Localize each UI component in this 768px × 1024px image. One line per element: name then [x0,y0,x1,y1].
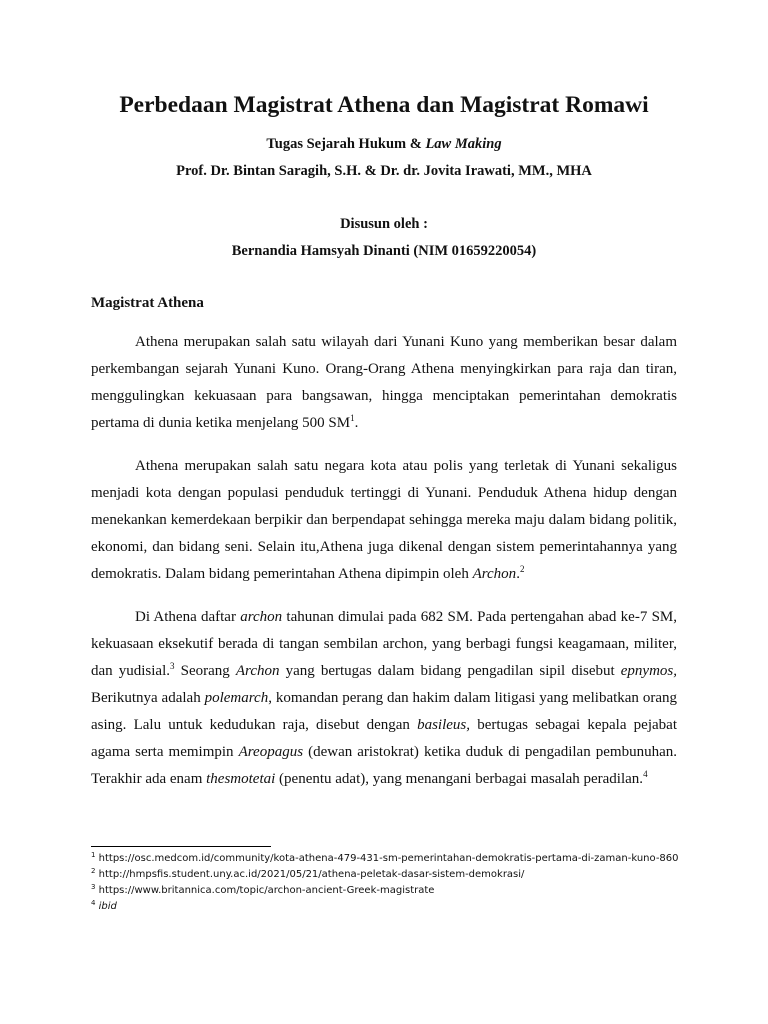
student-name: Bernandia Hamsyah Dinanti (NIM 01659220054) [231,243,537,259]
footnote-number: 3 [91,883,96,891]
assignment-subtitle [0,134,768,154]
footnote-3 [91,883,686,899]
body-text [91,329,677,809]
prepared-by-label: Disusun oleh : [340,216,428,232]
p3-basileus: basileus, [417,717,470,733]
footnote-ref-1[interactable]: 1 [350,413,355,423]
footnote-number: 4 [91,899,96,907]
p3-t2: tahunan dimulai pada 682 SM. Pada pertengahan abad ke-7 SM, kekuasaan eksekutif berada di tangan sembilan archon, yang berbagi fungsi keagamaan, militer, dan yudisial. [91,609,678,679]
footnote-number: 1 [91,851,96,859]
footnote-link[interactable]: https://osc.medcom.id/community/kota-athena-479-431-sm-pemerintahan-demokratis-pertama-di-zaman-kuno-860 [95,853,679,864]
p3-t9: (penentu adat), yang menangani berbagai masalah peradilan. [275,771,644,787]
paragraph-2 [91,453,677,588]
footnote-ref-2[interactable]: 2 [519,564,525,574]
footnote-ref-3[interactable]: 3 [170,661,175,671]
footnote-text: ibid [95,901,117,912]
paragraph-1 [91,329,677,437]
footnote-1 [91,851,686,867]
p3-t8: (dewan aristokrat) ketika duduk di pengadilan pembunuhan. Terakhir ada enam [91,744,677,787]
footnote-4 [91,899,686,915]
footnotes [91,851,686,915]
footnote-ref-4[interactable]: 4 [643,769,648,779]
p3-thesmotetai: thesmotetai [206,771,276,787]
footnote-number: 2 [91,867,96,875]
p1-text: Athena merupakan salah satu wilayah dari Yunani Kuno yang memberikan besar dalam perkembangan sejarah Yunani Kuno. Orang-Orang Athena menyingkirkan para raja dan tiran, menggulingkan kekuasaan para bangsawan, hingga menciptakan pemerintahan demokratis pertama di dunia ketika menjelang 500 SM [91,334,677,431]
p3-t5: Berikutnya adalah [91,690,205,706]
p3-t4: yang bertugas dalam bidang pengadilan sipil disebut [279,663,621,679]
p3-t6: , komandan perang dan hakim dalam litigasi yang melibatkan orang asing. Lalu untuk kedudukan raja, disebut dengan [91,690,677,733]
footnote-2 [91,867,686,883]
p3-areopagus: Areopagus [238,744,304,760]
footnote-link[interactable]: http://hmpsfis.student.uny.ac.id/2021/05/21/athena-peletak-dasar-sistem-demokrasi/ [95,869,525,880]
footnote-link[interactable]: https://www.britannica.com/topic/archon-ancient-Greek-magistrate [95,885,435,896]
p3-t7: bertugas sebagai kepala pejabat agama serta memimpin [91,717,677,760]
p3-t3: Seorang [174,663,236,679]
p2-archon: Archon [472,566,517,582]
document-title: Perbedaan Magistrat Athena dan Magistrat Romawi [119,92,649,118]
p2-text: Athena merupakan salah satu negara kota atau polis yang terletak di Yunani sekaligus menjadi kota dengan populasi penduduk tertinggi di Yunani. Penduduk Athena hidup dengan menekankan kemerdekaan berpikir dan berpendapat sehingga mereka maju dalam bidang politik, ekonomi, dan bidang seni. Selain itu,Athena juga dikenal dengan sistem pemerintahannya yang demokratis. Dalam bidang pemerintahan Athena dipimpin oleh [91,458,677,582]
p3-epnymos: epnymos, [620,663,678,679]
p2-end: . [516,566,520,582]
p3-polemarch: polemarch [204,690,269,706]
p3-t1: Di Athena daftar [135,609,241,625]
footnote-divider [91,846,271,847]
paragraph-3 [91,604,677,793]
p3-archon: archon [240,609,283,625]
subtitle-text: Tugas Sejarah Hukum & [266,136,426,152]
p3-archon-2: Archon [235,663,280,679]
p1-end: . [354,415,359,431]
lecturers-line: Prof. Dr. Bintan Saragih, S.H. & Dr. dr. Jovita Irawati, MM., MHA [176,163,592,179]
subtitle-italic: Law Making [425,136,502,152]
section-heading: Magistrat Athena [91,295,204,311]
